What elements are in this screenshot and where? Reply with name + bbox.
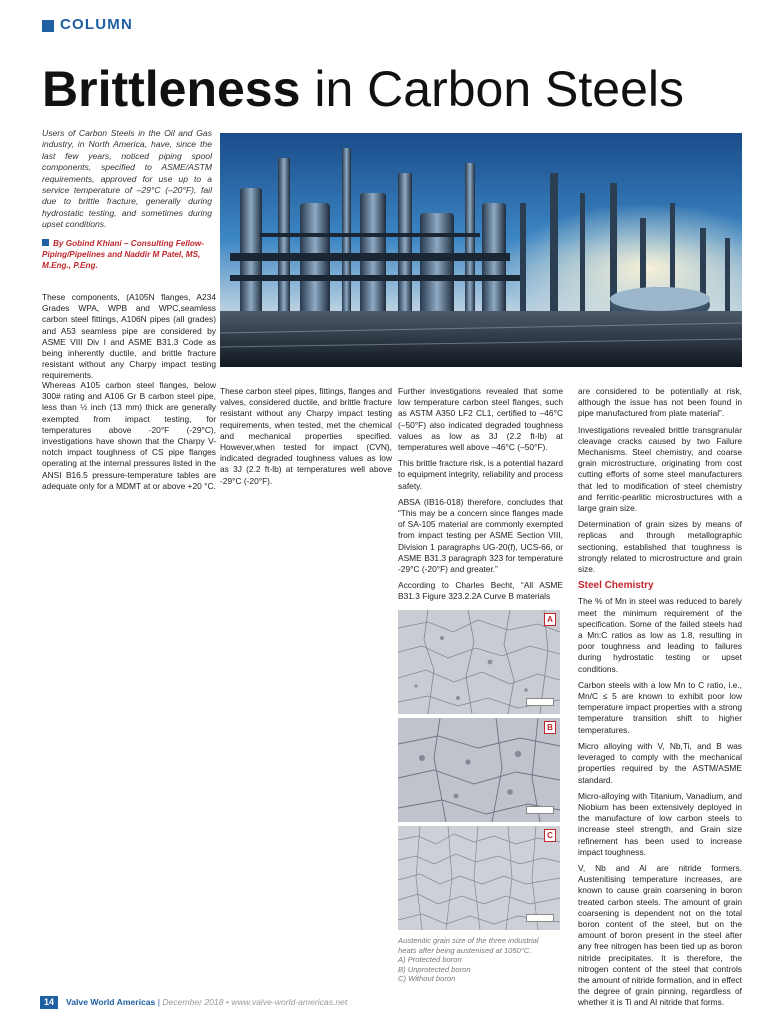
micrograph-label: C — [544, 829, 556, 842]
column-1 — [42, 380, 216, 497]
paragraph: According to Charles Becht, “All ASME B31.3 Figure 323.2.2A Curve B materials — [398, 580, 563, 602]
scale-bar — [526, 806, 554, 814]
page-footer — [66, 996, 347, 1009]
title-rest: in Carbon Steels — [314, 61, 684, 117]
title-bold: Brittleness — [42, 61, 301, 117]
micrograph-label: A — [544, 613, 556, 626]
author-byline — [42, 238, 214, 271]
paragraph: Whereas A105 carbon steel flanges, below 300# rating and A106 Gr B carbon steel pipe, less than ½ inch (13 mm) thick are generally exempted from impact testing, for temperatures above -20°F (-29°C), investigations have shown that the Charpy V-notch impact toughness of CS pipe flanges operating at the internal pressures listed in the ANSI B16.5 pressure-temperature tables are adequate only for a MDMT at or above +20 °C. — [42, 380, 216, 491]
page-number: 14 — [40, 996, 58, 1009]
micrograph-label: B — [544, 721, 556, 734]
figure-caption — [398, 936, 563, 984]
micrograph-a — [398, 610, 560, 714]
section-tag: COLUMN — [60, 16, 134, 33]
section-marker-square — [42, 20, 54, 32]
paragraph: Micro alloying with V, Nb,Ti, and B was leveraged to comply with the mechanical properties required by the ASTM/ASME standard. — [578, 740, 742, 785]
publication-name: Valve World Americas — [66, 997, 156, 1007]
footer-bullet: • — [225, 997, 229, 1007]
column-4 — [578, 386, 742, 1014]
paragraph: Determination of grain sizes by means of replicas and through metallographic sectioning, established that toughness is strongly related to microstructure and grain size. — [578, 519, 742, 575]
caption-line: Austenitic grain size of the three industrial — [398, 936, 539, 945]
article-title — [42, 56, 762, 122]
section-heading: Steel Chemistry — [578, 580, 654, 592]
paragraph: V, Nb and Al are nitride formers. Austenitising temperature increases, are known to cause grain coarsening in boron treated carbon steels. The amount of grain coarsening is dependent not on the total boron content of the steel, but on the amount of boron present in the steel after any free nitrogen has been tied up as boron nitride precipitates. It is therefore, the nitrogen content of the steel that controls the amount of nitride formation, and in effect the degree of grain pinning, regardless of whether it is Ti and Al nitride that forms. — [578, 862, 742, 1008]
column-1-top — [42, 292, 216, 387]
caption-line: heats after being austenised at 1050°C. — [398, 945, 532, 955]
micrograph-b — [398, 718, 560, 822]
scale-bar — [526, 698, 554, 706]
byline-text: By Gobind Khiani – Consulting Fellow-Piping/Pipelines and Naddir M Patel, MS, M.Eng., P.Eng. — [42, 239, 205, 270]
website-link[interactable]: www.valve-world-americas.net — [231, 997, 348, 1007]
paragraph: Investigations revealed brittle transgranular cleavage cracks caused by two Failure Mechanisms. Steel chemistry, and coarse grain microstructure, originating from cost cutting efforts of some steel manufacturers that led to modification of steel chemistry and ferritic-pearlitic microstructures with a large grain size. — [578, 424, 742, 514]
paragraph: ABSA (IB16-018) therefore, concludes that “This may be a concern since flanges made of SA-105 material are commonly exempted from impact testing per ASME Section VIII, Division 1 paragraphs UG-20(f), UCS-66, or ASME B31.3 paragraph 323 for temperature -29°C (-20°F) and greater.” — [398, 496, 563, 575]
paragraph: Carbon steels with a low Mn to C ratio, i.e., Mn/C ≤ 5 are known to exhibit poor low temperature impact properties with a strong temperature transition shift to higher temperatures. — [578, 679, 742, 735]
paragraph: Further investigations revealed that some low temperature carbon steel flanges, such as ASTM A350 LF2 CL1, certified to –46°C (–50°F) also indicated degraded toughness values as low as 3J (2.2 ft-lb) at temperatures well above –46°C (–50°F). — [398, 386, 563, 453]
footer-separator: | — [157, 997, 160, 1007]
column-3 — [398, 386, 563, 608]
caption-item: C) Without boron — [398, 974, 456, 984]
byline-marker-square — [42, 239, 49, 246]
scale-bar — [526, 914, 554, 922]
caption-item: B) Unprotected boron — [398, 964, 471, 974]
column-2 — [220, 386, 392, 492]
refinery-photo — [220, 133, 742, 367]
paragraph: are considered to be potentially at risk, although the issue has not been found in pipe manufactured from plate material”. — [578, 386, 742, 419]
paragraph: This brittle fracture risk, is a potential hazard to equipment integrity, reliability and process safety. — [398, 458, 563, 491]
paragraph: These components, (A105N flanges, A234 Grades WPA, WPB and WPC,seamless carbon steel fittings, A106N pipes (all grades) and A53 seamless pipe are considered by ASME VIII Div I and ASME B31.3 Code as being inherently ductile, and brittle fracture resistant without any Charpy impact testing requirements. — [42, 292, 216, 381]
article-intro: Users of Carbon Steels in the Oil and Gas industry, in North America, have, since the last few years, noticed piping spool components, specified to ASME/ASTM requirements, approved for use up to a service temperature of –29°C (–20°F), fail due to brittle fracture, generally during hydrostatic testing, and sometimes during upset conditions. — [42, 128, 212, 230]
paragraph: Micro-alloying with Titanium, Vanadium, and Niobium has been extensively deployed in the manufacture of low carbon steels to increase steel strength, and Grain size refinement has been used to increase impact toughness. — [578, 790, 742, 857]
micrograph-c — [398, 826, 560, 930]
issue-date: December 2018 — [162, 997, 224, 1007]
caption-item: A) Protected boron — [398, 955, 462, 965]
paragraph: The % of Mn in steel was reduced to barely meet the minimum requirement of the specification. Some of the failed steels had a Mn:C ratios as low as 1.8, resulting in poor toughness and leading to failures during hydrostatic testing or upset conditions. — [578, 596, 742, 674]
paragraph: These carbon steel pipes, fittings, flanges and valves, considered ductile, and brittle fracture resistant without any Charpy impact testing requirements, when tested, met the chemical and mechanical properties specified. However,when tested for impact (CVN), indicated degraded toughness values as low as 3J (2.2 ft-lb) at temperatures well above -29°C (-20°F). — [220, 386, 392, 486]
